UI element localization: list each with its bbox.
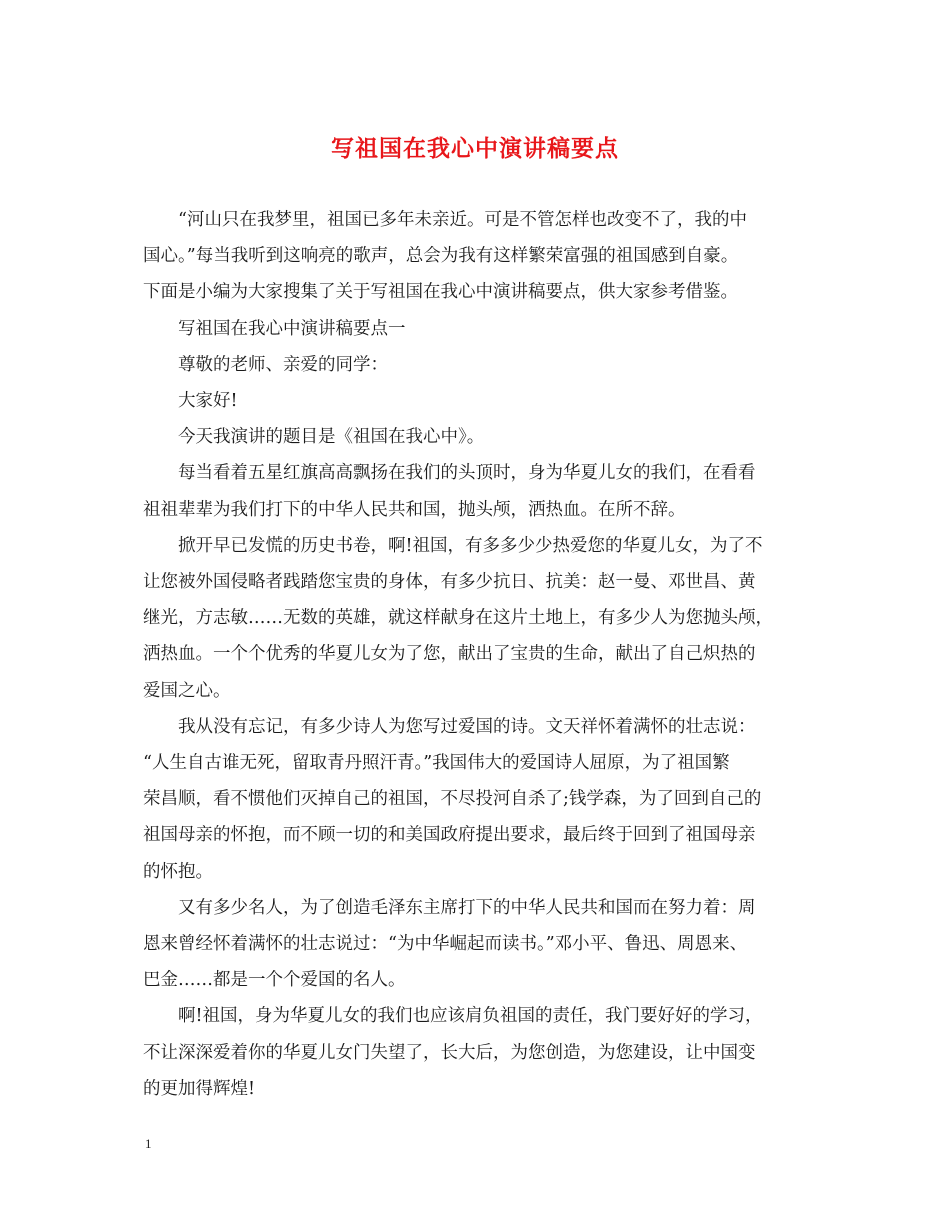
text-line: 掀开早已发慌的历史书卷，啊!祖国，有多多少少热爱您的华夏儿女，为了不 xyxy=(178,535,763,556)
text-line: 巴金……都是一个个爱国的名人。 xyxy=(143,970,406,991)
text-line: 大家好! xyxy=(178,391,238,412)
text-line: 今天我演讲的题目是《祖国在我心中》。 xyxy=(178,427,485,448)
document-body xyxy=(143,202,816,1107)
text-line: 啊!祖国，身为华夏儿女的我们也应该肩负祖国的责任，我门要好好的学习， xyxy=(178,1006,763,1027)
paragraph xyxy=(143,890,816,999)
text-line: 继光，方志敏……无数的英雄，就这样献身在这片土地上，有多少人为您抛头颅， xyxy=(143,608,773,629)
text-line: 恩来曾经怀着满怀的壮志说过：“为中华崛起而读书。”邓小平、鲁迅、周恩来、 xyxy=(143,934,748,955)
text-line: 的更加得辉煌! xyxy=(143,1078,256,1099)
document-title: 写祖国在我心中演讲稿要点 xyxy=(331,135,619,162)
section-heading xyxy=(143,311,816,347)
text-line: 洒热血。一个个优秀的华夏儿女为了您，献出了宝贵的生命，献出了自己炽热的 xyxy=(143,644,756,665)
paragraph xyxy=(143,455,816,527)
paragraph xyxy=(143,998,816,1107)
text-line: 每当看着五星红旗高高飘扬在我们的头顶时，身为华夏儿女的我们，在看看 xyxy=(178,463,756,484)
paragraph-intro xyxy=(143,202,816,311)
text-line: “河山只在我梦里，祖国已多年未亲近。可是不管怎样也改变不了，我的中 xyxy=(178,210,747,230)
text-line: 祖国母亲的怀抱，而不顾一切的和美国政府提出要求，最后终于回到了祖国母亲 xyxy=(143,825,756,846)
text-line: 国心。”每当我听到这响亮的歌声，总会为我有这样繁荣富强的祖国感到自豪。 xyxy=(143,246,739,267)
salutation xyxy=(143,347,816,383)
topic-line xyxy=(143,419,816,455)
text-line: 爱国之心。 xyxy=(143,680,231,701)
text-line: 让您被外国侵略者践踏您宝贵的身体，有多少抗日、抗美：赵一曼、邓世昌、黄 xyxy=(143,572,756,593)
text-line: “人生自古谁无死，留取青丹照汗青。”我国伟大的爱国诗人屈原，为了祖国繁 xyxy=(143,753,730,774)
page-number: 1 xyxy=(145,1136,152,1151)
text-line: 下面是小编为大家搜集了关于写祖国在我心中演讲稿要点，供大家参考借鉴。 xyxy=(143,282,738,303)
text-line: 又有多少名人，为了创造毛泽东主席打下的中华人民共和国而在努力着：周 xyxy=(178,897,756,918)
greeting xyxy=(143,383,816,419)
text-line: 尊敬的老师、亲爱的同学： xyxy=(178,354,388,375)
text-line: 荣昌顺，看不惯他们灭掉自己的祖国，不尽投河自杀了;钱学森，为了回到自己的 xyxy=(143,789,762,810)
paragraph xyxy=(143,709,816,890)
text-line: 写祖国在我心中演讲稿要点一 xyxy=(178,318,406,339)
paragraph xyxy=(143,528,816,709)
text-line: 的怀抱。 xyxy=(143,861,213,882)
text-line: 我从没有忘记，有多少诗人为您写过爱国的诗。文天祥怀着满怀的壮志说： xyxy=(178,716,756,737)
text-line: 祖祖辈辈为我们打下的中华人民共和国，抛头颅，洒热血。在所不辞。 xyxy=(143,499,686,520)
text-line: 不让深深爱着你的华夏儿女门失望了，长大后，为您创造，为您建设，让中国变 xyxy=(143,1042,756,1063)
